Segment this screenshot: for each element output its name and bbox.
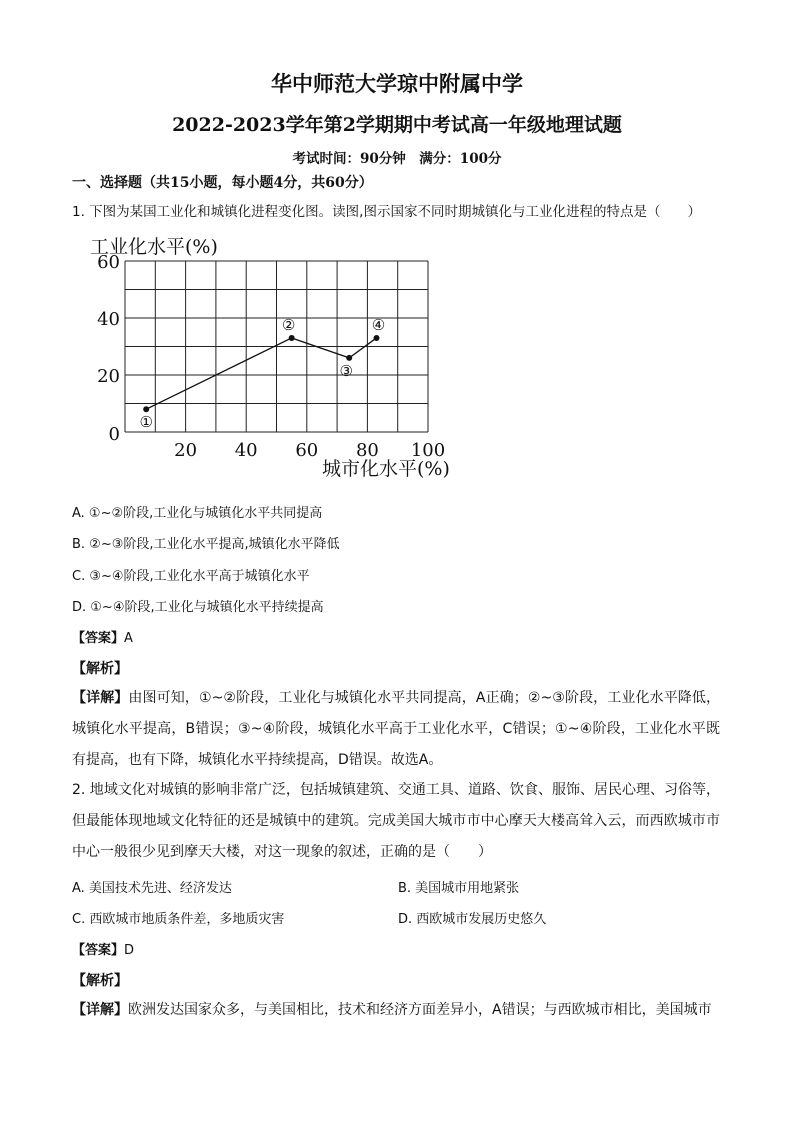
q2-option-c: C. 西欧城市地质条件差，多地质灾害 [72,912,285,927]
point-label: ① [139,413,153,432]
x-tick-label: 80 [355,440,379,461]
answer-value: D [124,943,135,958]
school-name: 华中师范大学琼中附属中学 [271,71,523,96]
detail-text: 由图可知，①~②阶段，工业化与城镇化水平共同提高，A正确；②~③阶段，工业化水平降低，城镇化水平提高，B错误；③~④阶段，城镇化水平高于工业化水平，C错误；①~④阶段，工业化水平既有提高，也有下降，城镇化水平持续提高，D错误。故选A。 [72,690,720,768]
detail-tag: 【详解】 [72,1002,128,1018]
answer-value: A [124,631,133,646]
q1-option-d: D. ①~④阶段,工业化与城镇化水平持续提高 [72,600,324,615]
q1-option-b: B. ②~③阶段,工业化水平提高,城镇化水平降低 [72,537,340,552]
x-tick-label: 40 [234,440,258,461]
detail-text: 欧洲发达国家众多，与美国相比，技术和经济方面差异小，A错误；与西欧城市相比，美国城市 [128,1002,712,1018]
x-axis-label: 城市化水平(%) [322,458,450,480]
exam-meta: 考试时间：90分钟 满分：100分 [292,151,502,167]
q1-option-c: C. ③~④阶段,工业化水平高于城镇化水平 [72,569,310,584]
section-title: 一、选择题（共15小题，每小题4分，共60分） [72,175,373,191]
question-2-stem: 2. 地域文化对城镇的影响非常广泛，包括城镇建筑、交通工具、道路、饮食、服饰、居民心理、习俗等，但最能体现地域文化特征的还是城镇中的建筑。完成美国大城市市中心摩天大楼高耸入云，而西欧城市市中心一般很少见到摩天大楼，对这一现象的叙述，正确的是（ ） [72,782,720,860]
y-axis-label: 工业化水平(%) [90,236,218,258]
q1-option-a: A. ①~②阶段,工业化与城镇化水平共同提高 [72,506,323,521]
y-tick-label: 20 [97,366,120,387]
x-tick-label: 60 [295,440,319,461]
point-label: ② [281,315,296,334]
q2-answer [72,939,134,958]
y-tick-label: 60 [97,252,120,273]
q1-detail [72,683,720,776]
point-label: ③ [339,361,353,380]
q2-option-a: A. 美国技术先进、经济发达 [72,881,232,896]
x-tick-label: 20 [174,440,198,461]
industrialization-urbanization-chart [80,228,460,488]
y-tick-label: 40 [97,309,120,330]
data-point [289,335,295,341]
answer-tag: 【答案】 [72,631,125,646]
q1-answer [72,627,133,646]
q2-option-b: B. 美国城市用地紧张 [398,881,520,896]
data-point [143,406,149,412]
exam-title: 2022-2023学年第2学期期中考试高一年级地理试题 [172,114,622,136]
y-tick-label: 0 [108,424,120,445]
q2-analysis-tag: 【解析】 [72,973,128,989]
q2-detail [72,995,720,1026]
point-label: ④ [371,315,386,334]
q2-option-d: D. 西欧城市发展历史悠久 [398,912,547,927]
data-point [373,335,379,341]
answer-tag: 【答案】 [72,943,125,958]
data-point [346,355,352,361]
x-tick-label: 100 [410,440,446,461]
question-1-stem: 1. 下图为某国工业化和城镇化进程变化图。读图,图示国家不同时期城镇化与工业化进程的特点是（ ） [72,204,701,220]
q1-analysis-tag: 【解析】 [72,661,128,677]
detail-tag: 【详解】 [72,690,129,706]
